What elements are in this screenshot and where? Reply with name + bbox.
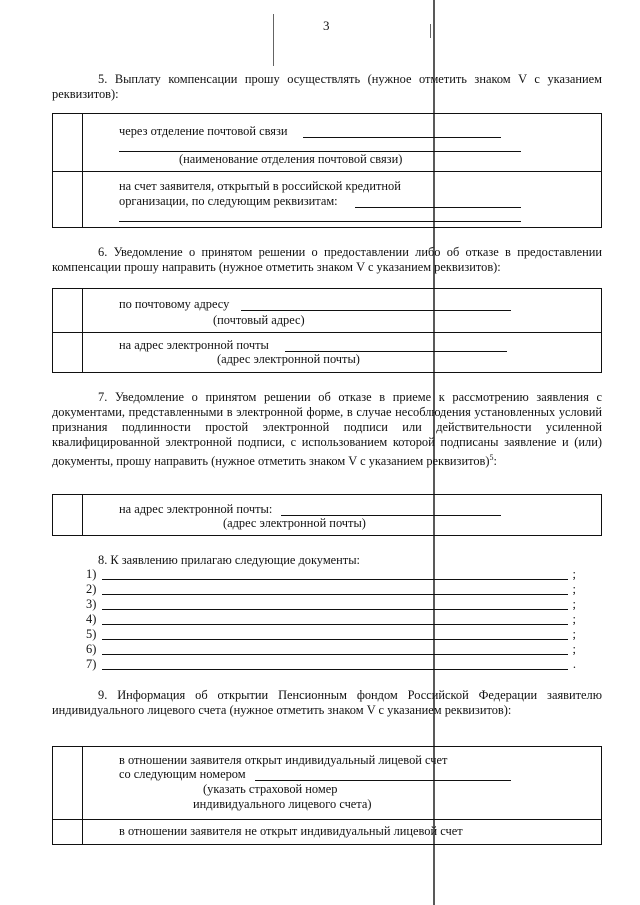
account-number-caption-1: (указать страховой номер xyxy=(203,782,338,796)
checkbox-cell[interactable] xyxy=(53,495,83,535)
document-input-line[interactable] xyxy=(102,669,568,670)
document-line[interactable] xyxy=(86,582,576,597)
post-office-input-line[interactable] xyxy=(303,137,501,138)
email-caption: (адрес электронной почты) xyxy=(217,352,360,366)
document-input-line[interactable] xyxy=(102,594,568,595)
document-input-line[interactable] xyxy=(102,579,568,580)
document-input-line[interactable] xyxy=(102,654,568,655)
footnote-marker: 5 xyxy=(489,453,494,462)
postal-address-caption: (почтовый адрес) xyxy=(213,313,305,327)
section-5-intro: 5. Выплату компенсации прошу осуществлять (нужное отметить знаком V с указанием реквизитов): xyxy=(52,72,602,101)
section-7-intro: 7. Уведомление о принятом решении об отказе в приеме к рассмотрению заявления с документами, представленными в электронной форме, в случае несоблюдения установленных условий признания подлинности простой электронной подписи или действительности усиленной квалифицированной электронной подписи, с использованием которой подписаны заявление и (или) документы, прошу направить (нужное отметить знаком V с указанием реквизитов)$^5$: xyxy=(52,390,602,469)
document-line-number: 7) xyxy=(86,657,97,671)
bank-details-input-line-2[interactable] xyxy=(119,221,521,222)
option-account-not-opened: в отношении заявителя не открыт индивидуальный лицевой счет xyxy=(119,824,463,838)
document-line-punctuation: . xyxy=(572,657,576,671)
document-line-number: 1) xyxy=(86,567,97,581)
document-line-number: 2) xyxy=(86,582,97,596)
section-9-intro: 9. Информация об открытии Пенсионным фондом Российской Федерации заявителю индивидуального лицевого счета (нужное отметить знаком V с указанием реквизитов): xyxy=(52,688,602,717)
page-number: 3 xyxy=(323,18,330,33)
document-input-line[interactable] xyxy=(102,639,568,640)
document-line-punctuation: ; xyxy=(572,627,576,641)
document-line[interactable] xyxy=(86,657,576,672)
section-7-options xyxy=(52,494,602,536)
option-email-label: на адрес электронной почты xyxy=(119,338,269,352)
section-5-options xyxy=(52,113,602,228)
document-line[interactable] xyxy=(86,567,576,582)
document-line-punctuation: ; xyxy=(572,612,576,626)
option-account-opened-line1: в отношении заявителя открыт индивидуальный лицевой счет xyxy=(119,753,448,767)
document-input-line[interactable] xyxy=(102,609,568,610)
document-input-line[interactable] xyxy=(102,624,568,625)
scan-line xyxy=(273,14,274,66)
post-office-caption: (наименование отделения почтовой связи) xyxy=(179,152,403,166)
document-line[interactable] xyxy=(86,627,576,642)
document-line[interactable] xyxy=(86,612,576,627)
section-6-options xyxy=(52,288,602,373)
document-line-punctuation: ; xyxy=(572,582,576,596)
document-line-number: 3) xyxy=(86,597,97,611)
document-line-number: 6) xyxy=(86,642,97,656)
email-rejection-caption: (адрес электронной почты) xyxy=(223,516,366,530)
option-bank-account-line2: организации, по следующим реквизитам: xyxy=(119,194,338,208)
account-number-input-line[interactable] xyxy=(255,780,511,781)
option-account-opened-line2: со следующим номером xyxy=(119,767,246,781)
section-6-intro: 6. Уведомление о принятом решении о предоставлении либо об отказе в предоставлении компенсации прошу направить (нужное отметить знаком V с указанием реквизитов): xyxy=(52,245,602,274)
scan-line xyxy=(430,24,431,38)
section-8-intro: 8. К заявлению прилагаю следующие документы: xyxy=(98,553,360,567)
document-line-number: 4) xyxy=(86,612,97,626)
document-line-number: 5) xyxy=(86,627,97,641)
option-bank-account-line1: на счет заявителя, открытый в российской кредитной xyxy=(119,179,401,193)
option-postal-address-label: по почтовому адресу xyxy=(119,297,230,311)
document-line-punctuation: ; xyxy=(572,642,576,656)
postal-address-input-line[interactable] xyxy=(241,310,511,311)
document-line[interactable] xyxy=(86,642,576,657)
option-email-rejection-label: на адрес электронной почты: xyxy=(119,502,273,516)
document-line-punctuation: ; xyxy=(572,567,576,581)
bank-details-input-line[interactable] xyxy=(355,207,521,208)
section-9-options xyxy=(52,746,602,845)
option-post-office-label: через отделение почтовой связи xyxy=(119,124,288,138)
account-number-caption-2: индивидуального лицевого счета) xyxy=(193,797,372,811)
document-line-punctuation: ; xyxy=(572,597,576,611)
document-line[interactable] xyxy=(86,597,576,612)
